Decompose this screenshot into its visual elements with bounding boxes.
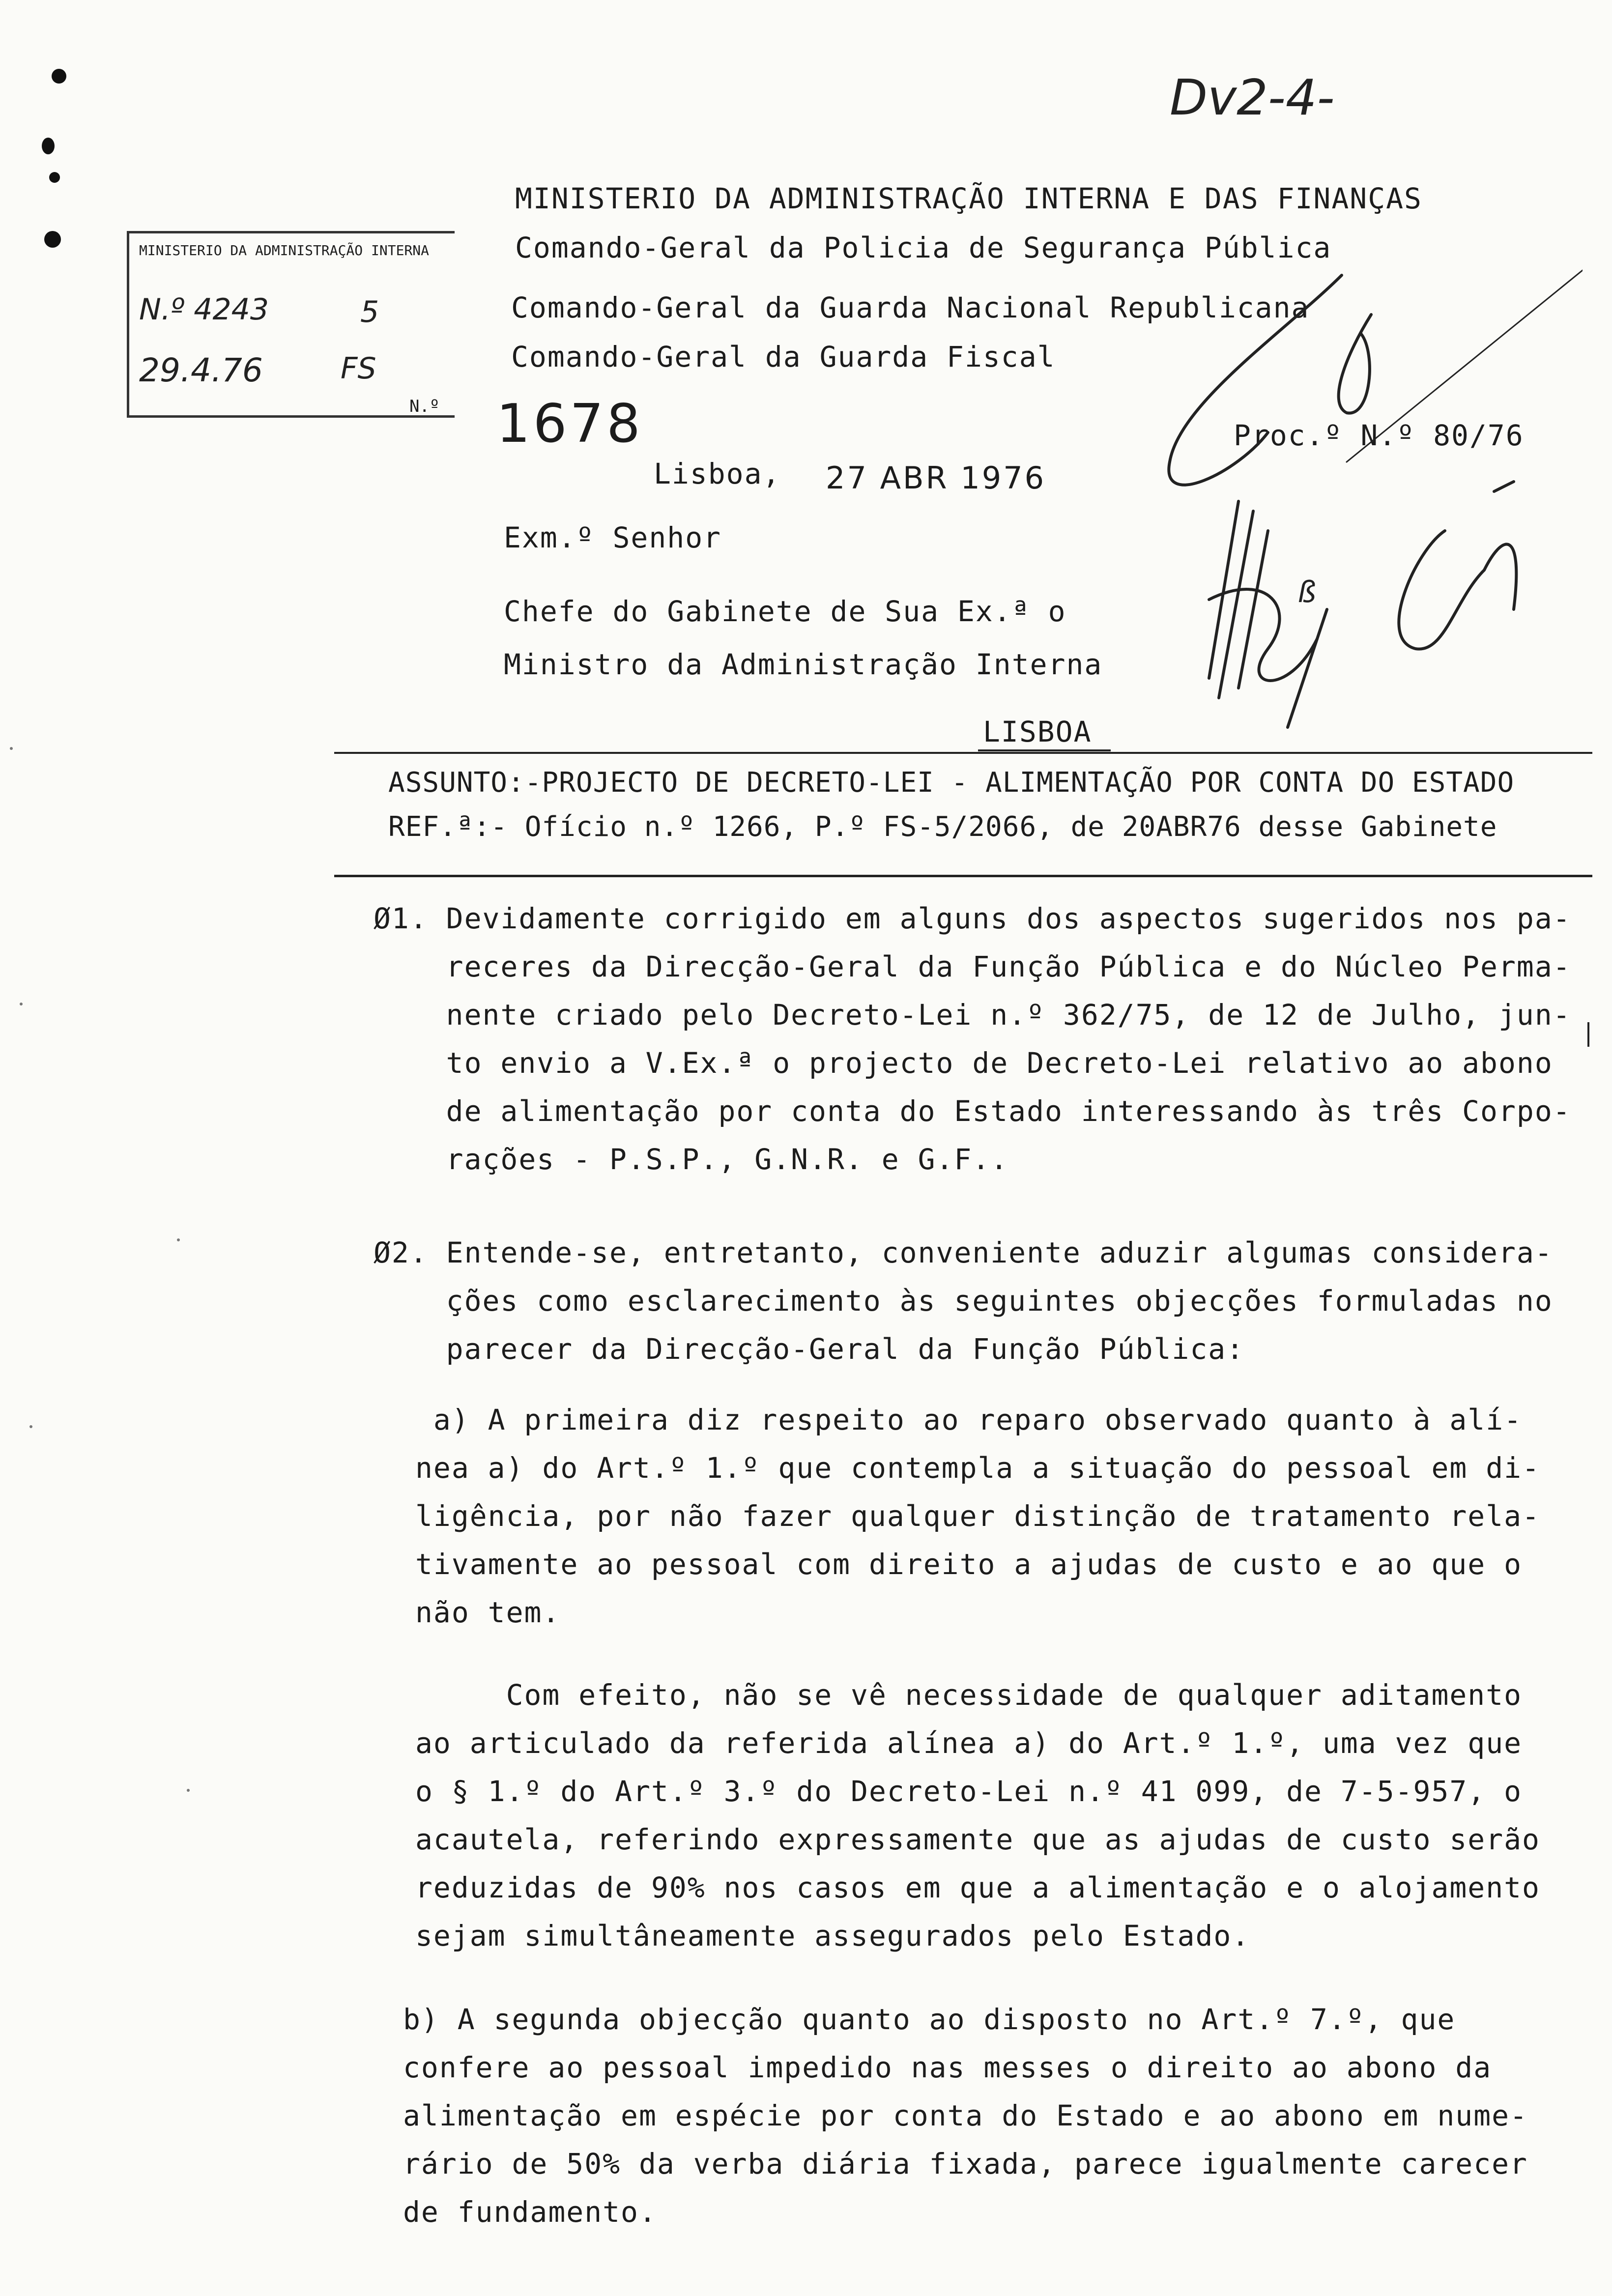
paragraph-explanation: Com efeito, não se vê necessidade de qualquer aditamento ao articulado da referida alínea a) do Art.º 1.º, uma vez que o § 1.º do Art.º 3.º do Decreto-Lei n.º 41 099, de 7-5-957, o acautela, referindo expressamente que as ajudas de custo serão reduzidas de 90% nos casos em que a alimentação e o alojamento sejam simultâneamente assegurados pelo Estado. [415, 1678, 1540, 1952]
paragraph-a: a) A primeira diz respeito ao reparo observado quanto à alí- nea a) do Art.º 1.º que contempla a situação do pessoal em di- ligência, por não fazer qualquer distinção de tratamento rela- tivamente ao pessoal com direito a ajudas de custo e ao que o não tem. [415, 1403, 1540, 1629]
margin-punch-hole [49, 172, 60, 183]
city-underline [978, 749, 1111, 751]
subject-top-rule [334, 752, 1592, 754]
letterhead-gf: Comando-Geral da Guarda Fiscal [511, 340, 1056, 373]
recipient-line-1: Chefe do Gabinete de Sua Ex.ª o [504, 595, 1066, 628]
process-number: Proc.º N.º 80/76 [1234, 419, 1524, 452]
paragraph-01: Ø1. Devidamente corrigido em alguns dos aspectos sugeridos nos pa- receres da Direcção-Geral da Função Pública e do Núcleo Perma- nente criado pelo Decreto-Lei n.º 362/75, de 12 de Julho, jun- to envio a V.Ex.ª o projecto de Decreto-Lei relativo ao abono de alimentação por conta do Estado interessando às três Corpo- rações - P.S.P., G.N.R. e G.F.. [374, 902, 1571, 1176]
subject-bottom-rule [334, 875, 1592, 877]
handwritten-signatures [1140, 256, 1583, 737]
stamp-number: N.º 4243 [139, 292, 269, 327]
stamp-header: MINISTERIO DA ADMINISTRAÇÃO INTERNA [139, 242, 430, 258]
signature-initials: ß [1297, 575, 1316, 609]
letterhead-gnr: Comando-Geral da Guarda Nacional Republicana [511, 291, 1310, 324]
margin-speck [10, 747, 13, 750]
date-stamp: 27 ABR 1976 [826, 460, 1046, 496]
letterhead-ministry: MINISTERIO DA ADMINISTRAÇÃO INTERNA E DAS FINANÇAS [515, 182, 1422, 215]
entry-stamp [127, 231, 455, 418]
recipient-city: LISBOA [983, 715, 1092, 748]
margin-tick [1587, 1022, 1589, 1047]
margin-speck [177, 1238, 180, 1241]
margin-punch-hole [52, 69, 66, 84]
paragraph-02: Ø2. Entende-se, entretanto, conveniente aduzir algumas considera- ções como esclarecimento às seguintes objecções formuladas no parecer da Direcção-Geral da Função Pública: [374, 1236, 1553, 1366]
letterhead-psp: Comando-Geral da Policia de Segurança Pública [515, 231, 1332, 264]
stamp-suffix: N.º [409, 397, 440, 416]
margin-speck [20, 1003, 23, 1005]
stamp-date: 29.4.76 [139, 351, 263, 389]
margin-punch-hole [44, 231, 61, 248]
reference-line: REF.ª:- Ofício n.º 1266, P.º FS-5/2066, de 20ABR76 desse Gabinete [388, 811, 1497, 843]
recipient-line-2: Ministro da Administração Interna [504, 648, 1103, 681]
handwritten-reference-code: Dv2-4- [1170, 69, 1335, 126]
margin-speck [29, 1425, 32, 1428]
subject-line: ASSUNTO:-PROJECTO DE DECRETO-LEI - ALIMENTAÇÃO POR CONTA DO ESTADO [388, 767, 1515, 799]
stamp-ref: FS [341, 351, 376, 386]
paragraph-b: b) A segunda objecção quanto ao disposto no Art.º 7.º, que confere ao pessoal impedido nas messes o direito ao abono da alimentação em espécie por conta do Estado e ao abono em nume- rário de 50% da verba diária fixada, parece igualmente carecer de fundamento. [403, 2003, 1528, 2229]
margin-punch-hole [42, 138, 55, 154]
margin-speck [187, 1789, 190, 1792]
stamp-page: 5 [360, 295, 379, 329]
place: Lisboa, [654, 457, 781, 490]
document-number: 1678 [496, 393, 643, 455]
salutation: Exm.º Senhor [504, 521, 722, 554]
